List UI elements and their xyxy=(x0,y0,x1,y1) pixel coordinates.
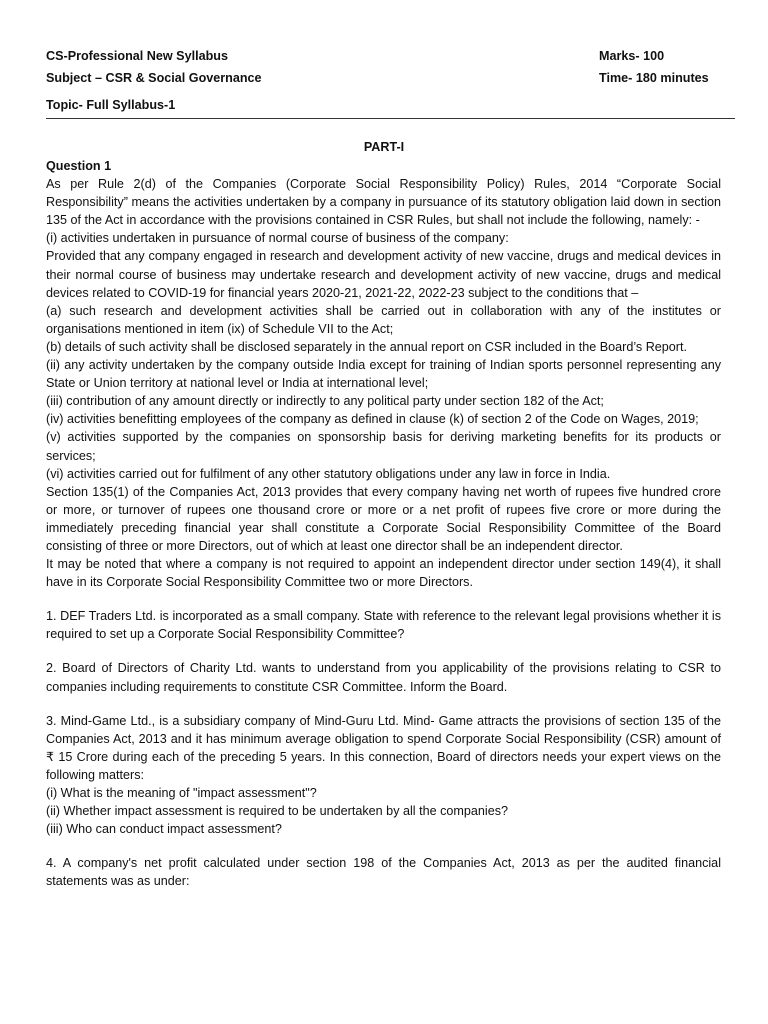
sub-question-4: 4. A company's net profit calculated under section 198 of the Companies Act, 2013 as per the audited financial statements was as under: xyxy=(46,856,721,889)
paragraph: It may be noted that where a company is not required to appoint an independent director under section 149(4), it shall have in its Corporate Social Responsibility Committee two or more Directors. xyxy=(46,557,721,590)
paragraph: (b) details of such activity shall be disclosed separately in the annual report on CSR included in the Board’s Report. xyxy=(46,339,688,354)
sub-question-3-item: (i) What is the meaning of "impact assessment"? xyxy=(46,786,317,800)
paragraph: (vi) activities carried out for fulfilment of any other statutory obligations under any law in force in India. xyxy=(46,466,611,481)
sub-question-2: 2. Board of Directors of Charity Ltd. wants to understand from you applicability of the provisions relating to CSR to companies including requirements to constitute CSR Committee. Inform the Board. xyxy=(46,661,721,694)
marks-label: Marks- 100 xyxy=(599,49,665,63)
part-title: PART-I xyxy=(363,140,405,154)
course-name: CS-Professional New Syllabus xyxy=(46,49,228,63)
question-body xyxy=(46,157,721,890)
sub-question-3-item: (ii) Whether impact assessment is required to be undertaken by all the companies? xyxy=(46,804,508,819)
paragraph: (iv) activities benefitting employees of the company as defined in clause (k) of section 2 of the Code on Wages, 2019; xyxy=(46,412,699,427)
subject-label: Subject – CSR & Social Governance xyxy=(46,71,262,85)
time-label: Time- 180 minutes xyxy=(599,71,709,85)
paragraph: (v) activities supported by the companies on sponsorship basis for deriving marketing benefits for its products or services; xyxy=(46,430,721,463)
sub-question-3-item: (iii) Who can conduct impact assessment? xyxy=(46,822,282,837)
paragraph: Section 135(1) of the Companies Act, 2013 provides that every company having net worth of rupees five hundred crore or more, or turnover of rupees one thousand crore or more or a net profit of rupees five crore or more during the immediately preceding financial year shall constitute a Corporate Social Responsibility Committee of the Board consisting of three or more Directors, out of which at least one director shall be an independent director. xyxy=(46,484,721,553)
topic-label: Topic- Full Syllabus-1 xyxy=(46,98,176,112)
sub-question-1: 1. DEF Traders Ltd. is incorporated as a small company. State with reference to the relevant legal provisions whether it is required to set up a Corporate Social Responsibility Committee? xyxy=(46,609,721,642)
paragraph: (iii) contribution of any amount directly or indirectly to any political party under section 182 of the Act; xyxy=(46,394,604,409)
paragraph: As per Rule 2(d) of the Companies (Corporate Social Responsibility Policy) Rules, 2014 “Corporate Social Responsibility” means the activities undertaken by a company in pursuance of its statutory obligation laid down in section 135 of the Act in accordance with the provisions contained in CSR Rules, but shall not include the following, namely: - xyxy=(46,177,721,228)
paragraph: Provided that any company engaged in research and development activity of new vaccine, drugs and medical devices in their normal course of business may undertake research and development activity of new vaccine, drugs and medical devices related to COVID-19 for financial years 2020-21, 2021-22, 2022-23 subject to the conditions that – xyxy=(46,249,721,300)
paragraph: (ii) any activity undertaken by the company outside India except for training of Indian sports personnel representing any State or Union territory at national level or India at international level; xyxy=(46,358,721,391)
sub-question-3: 3. Mind-Game Ltd., is a subsidiary company of Mind-Guru Ltd. Mind- Game attracts the provisions of section 135 of the Companies Act, 2013 and it has minimum average obligation to spend Corporate Social Responsibility (CSR) amount of ₹ 15 Crore during each of the preceding 5 years. In this connection, Board of directors needs your expert views on the following matters: xyxy=(46,713,721,782)
paragraph: (i) activities undertaken in pursuance of normal course of business of the company: xyxy=(46,231,509,246)
question-title: Question 1 xyxy=(46,159,112,173)
paragraph: (a) such research and development activities shall be carried out in collaboration with any of the institutes or organisations mentioned in item (ix) of Schedule VII to the Act; xyxy=(46,303,721,336)
header-divider xyxy=(46,118,735,119)
